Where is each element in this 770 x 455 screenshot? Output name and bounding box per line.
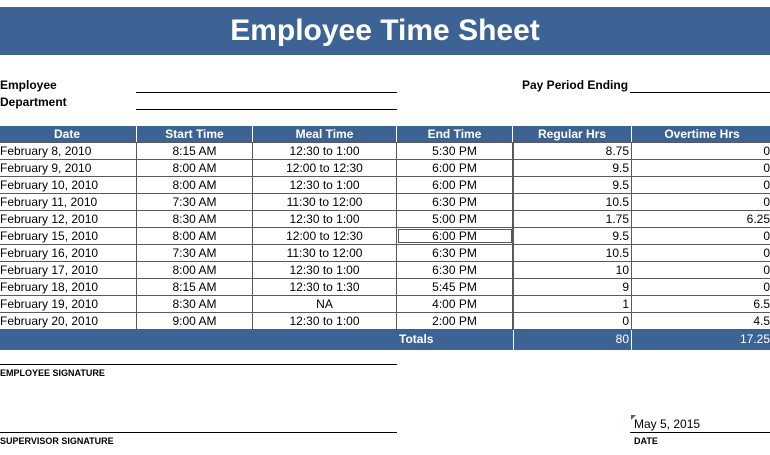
end-time-cell[interactable]: 6:00 PM (397, 160, 513, 176)
table-row (0, 194, 770, 211)
totals-label[interactable]: Totals (397, 330, 513, 350)
regular-hrs-cell[interactable]: 9 (513, 279, 632, 295)
header-start-time[interactable]: Start Time (137, 126, 253, 142)
date-label: DATE (634, 436, 658, 446)
start-time-cell[interactable]: 8:30 AM (137, 211, 253, 227)
regular-hrs-cell[interactable]: 10.5 (513, 194, 632, 210)
start-time-cell[interactable]: 8:00 AM (137, 160, 253, 176)
date-cell[interactable]: February 17, 2010 (0, 262, 137, 278)
meal-time-cell[interactable]: 11:30 to 12:00 (253, 245, 397, 261)
sheet-title-bar (0, 7, 770, 55)
meal-time-cell[interactable]: 12:00 to 12:30 (253, 228, 397, 244)
date-cell[interactable]: February 11, 2010 (0, 194, 137, 210)
date-cell[interactable]: February 20, 2010 (0, 313, 137, 329)
total-regular-hrs[interactable]: 80 (513, 330, 632, 350)
overtime-hrs-cell[interactable]: 0 (763, 161, 770, 175)
end-time-cell[interactable]: 6:30 PM (397, 262, 513, 278)
end-time-cell[interactable]: 5:45 PM (397, 279, 513, 295)
totals-empty-cell[interactable] (253, 330, 397, 350)
overtime-hrs-cell[interactable]: 6.5 (753, 297, 770, 311)
header-end-time[interactable]: End Time (397, 126, 513, 142)
meal-time-cell[interactable]: 12:30 to 1:00 (253, 143, 397, 159)
table-row (0, 228, 770, 245)
employee-signature-line[interactable] (0, 364, 397, 365)
timesheet-table (0, 126, 770, 350)
start-time-cell[interactable]: 8:30 AM (137, 296, 253, 312)
table-row (0, 313, 770, 330)
totals-empty-cell[interactable] (137, 330, 253, 350)
date-cell[interactable]: February 16, 2010 (0, 245, 137, 261)
meal-time-cell[interactable]: 12:30 to 1:30 (253, 279, 397, 295)
overtime-hrs-cell[interactable]: 0 (763, 263, 770, 277)
supervisor-signature-line[interactable] (0, 432, 397, 433)
sheet-title[interactable]: Employee Time Sheet (230, 14, 540, 47)
end-time-cell[interactable]: 6:30 PM (397, 194, 513, 210)
end-time-cell[interactable]: 5:30 PM (397, 143, 513, 159)
header-regular-hrs[interactable]: Regular Hrs (513, 126, 632, 142)
meal-time-cell[interactable]: 12:30 to 1:00 (253, 177, 397, 193)
overtime-hrs-cell[interactable]: 0 (763, 195, 770, 209)
date-cell[interactable]: February 18, 2010 (0, 279, 137, 295)
meal-time-cell[interactable]: 12:30 to 1:00 (253, 262, 397, 278)
end-time-cell[interactable]: 5:00 PM (397, 211, 513, 227)
table-row (0, 245, 770, 262)
start-time-cell[interactable]: 7:30 AM (137, 245, 253, 261)
start-time-cell[interactable]: 8:00 AM (137, 262, 253, 278)
meal-time-cell[interactable]: 12:30 to 1:00 (253, 211, 397, 227)
start-time-cell[interactable]: 8:15 AM (137, 143, 253, 159)
end-time-cell-selected[interactable]: 6:00 PM (397, 228, 513, 244)
supervisor-signature-label: SUPERVISOR SIGNATURE (0, 436, 114, 446)
table-header-row (0, 126, 770, 143)
employee-signature-label: EMPLOYEE SIGNATURE (0, 368, 105, 378)
end-time-cell[interactable]: 2:00 PM (397, 313, 513, 329)
regular-hrs-cell[interactable]: 9.5 (513, 160, 632, 176)
regular-hrs-cell[interactable]: 9.5 (513, 177, 632, 193)
date-line (630, 432, 770, 433)
date-value[interactable]: May 5, 2015 (634, 417, 701, 431)
date-cell[interactable]: February 10, 2010 (0, 177, 137, 193)
overtime-hrs-cell[interactable]: 0 (763, 144, 770, 158)
overtime-hrs-cell[interactable]: 0 (763, 229, 770, 243)
table-row (0, 279, 770, 296)
date-cell[interactable]: February 19, 2010 (0, 296, 137, 312)
overtime-hrs-cell[interactable]: 6.25 (746, 212, 770, 226)
end-time-cell[interactable]: 4:00 PM (397, 296, 513, 312)
pay-period-label: Pay Period Ending (522, 78, 629, 92)
total-overtime-hrs[interactable]: 17.25 (739, 332, 770, 346)
date-cell[interactable]: February 9, 2010 (0, 160, 137, 176)
department-label: Department (0, 95, 67, 109)
header-overtime-hrs[interactable]: Overtime Hrs (664, 127, 740, 141)
table-row (0, 177, 770, 194)
meal-time-cell[interactable]: 11:30 to 12:00 (253, 194, 397, 210)
overtime-hrs-cell[interactable]: 0 (763, 178, 770, 192)
date-cell[interactable]: February 12, 2010 (0, 211, 137, 227)
table-row (0, 211, 770, 228)
header-date[interactable]: Date (0, 126, 137, 142)
totals-row (0, 330, 770, 350)
table-row (0, 296, 770, 313)
pay-period-underline (630, 92, 770, 93)
regular-hrs-cell[interactable]: 9.5 (513, 228, 632, 244)
regular-hrs-cell[interactable]: 0 (513, 313, 632, 329)
date-cell[interactable]: February 15, 2010 (0, 228, 137, 244)
regular-hrs-cell[interactable]: 1 (513, 296, 632, 312)
meal-time-cell[interactable]: NA (253, 296, 397, 312)
end-time-cell[interactable]: 6:30 PM (397, 245, 513, 261)
totals-empty-cell[interactable] (0, 330, 137, 350)
start-time-cell[interactable]: 7:30 AM (137, 194, 253, 210)
overtime-hrs-cell[interactable]: 0 (763, 280, 770, 294)
employee-underline (136, 92, 397, 93)
start-time-cell[interactable]: 8:00 AM (137, 228, 253, 244)
header-meal-time[interactable]: Meal Time (253, 126, 397, 142)
regular-hrs-cell[interactable]: 10.5 (513, 245, 632, 261)
overtime-hrs-cell[interactable]: 4.5 (753, 314, 770, 328)
overtime-hrs-cell[interactable]: 0 (763, 246, 770, 260)
table-row (0, 160, 770, 177)
regular-hrs-cell[interactable]: 1.75 (513, 211, 632, 227)
meal-time-cell[interactable]: 12:30 to 1:00 (253, 313, 397, 329)
employee-label: Employee (0, 78, 57, 92)
regular-hrs-cell[interactable]: 8.75 (513, 143, 632, 159)
table-row (0, 143, 770, 160)
department-underline (136, 109, 397, 110)
start-time-cell[interactable]: 8:00 AM (137, 177, 253, 193)
table-row (0, 262, 770, 279)
meal-time-cell[interactable]: 12:00 to 12:30 (253, 160, 397, 176)
end-time-cell[interactable]: 6:00 PM (397, 177, 513, 193)
start-time-cell[interactable]: 9:00 AM (137, 313, 253, 329)
start-time-cell[interactable]: 8:15 AM (137, 279, 253, 295)
date-cell[interactable]: February 8, 2010 (0, 143, 137, 159)
regular-hrs-cell[interactable]: 10 (513, 262, 632, 278)
